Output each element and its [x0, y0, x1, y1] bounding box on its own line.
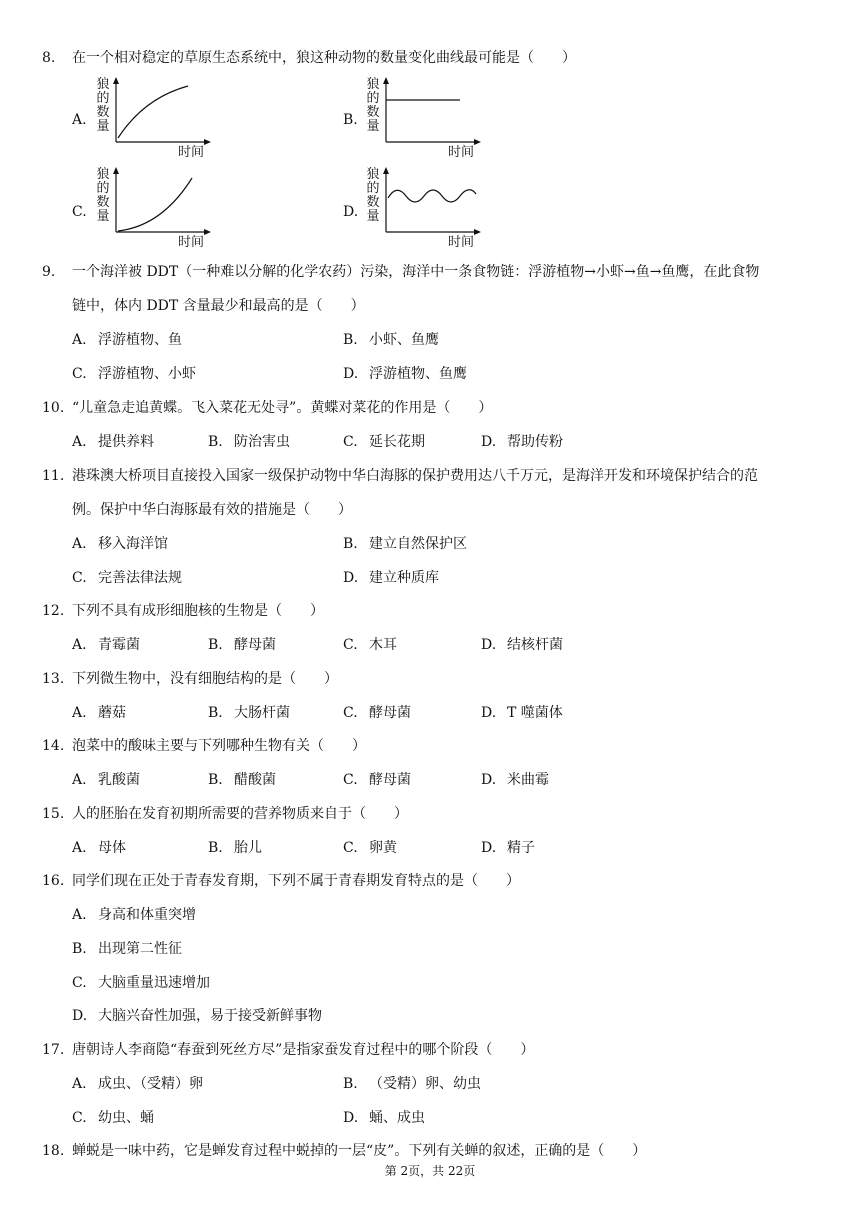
option-d[interactable]: D. 大脑兴奋性加强，易于接受新鲜事物: [72, 1008, 322, 1024]
option-c[interactable]: C. 延长花期: [343, 434, 425, 450]
population-curve: [388, 190, 476, 202]
option-b[interactable]: B. 防治害虫: [208, 434, 290, 450]
option-a[interactable]: A. 母体: [72, 840, 126, 856]
option-b[interactable]: B. 出现第二性征: [72, 941, 182, 957]
option-d[interactable]: D. 建立种质库: [343, 570, 439, 586]
option-letter: B.: [343, 112, 358, 128]
question-text: 同学们现在正处于青春发育期，下列不属于青春期发育特点的是（ ）: [72, 873, 520, 889]
page-footer: 第 2页，共 22页: [384, 1164, 476, 1178]
question-number: 17.: [42, 1042, 65, 1058]
graph-option-c: [96, 166, 226, 252]
option-b[interactable]: B. 小虾、鱼鹰: [343, 332, 439, 348]
option-a[interactable]: A. 蘑菇: [72, 705, 126, 721]
option-b[interactable]: B. （受精）卵、幼虫: [343, 1076, 481, 1092]
question-17: [42, 1040, 830, 1060]
option-a[interactable]: A. 乳酸菌: [72, 772, 140, 788]
option-d[interactable]: D. 蛹、成虫: [343, 1110, 425, 1126]
question-text: 唐朝诗人李商隐“春蚕到死丝方尽”是指家蚕发育过程中的哪个阶段（ ）: [72, 1042, 535, 1058]
question-10: [42, 398, 830, 418]
option-b[interactable]: B. 胎儿: [208, 840, 262, 856]
question-11: [42, 466, 830, 486]
option-c[interactable]: C. 酵母菌: [343, 772, 411, 788]
x-axis-label: 时间: [178, 235, 205, 250]
question-number: 15.: [42, 806, 65, 822]
question-13: [42, 669, 830, 689]
question-number: 18.: [42, 1143, 65, 1159]
question-text: 下列不具有成形细胞核的生物是（ ）: [72, 603, 324, 619]
option-b[interactable]: B. 酵母菌: [208, 637, 276, 653]
question-number: 14.: [42, 738, 65, 754]
graph-option-d: [366, 166, 496, 252]
question-text: 蝉蜕是一味中药，它是蝉发育过程中蜕掉的一层“皮”。下列有关蝉的叙述，正确的是（ ）: [72, 1143, 647, 1159]
question-9-continued: 链中，体内 DDT 含量最少和最高的是（ ）: [72, 298, 365, 314]
population-curve: [118, 178, 192, 231]
question-text: 在一个相对稳定的草原生态系统中，狼这种动物的数量变化曲线最可能是（ ）: [72, 50, 576, 66]
question-number: 11.: [42, 468, 65, 484]
option-a[interactable]: A. 提供养料: [72, 434, 154, 450]
curve-chart: [96, 166, 226, 252]
option-d[interactable]: D. 结核杆菌: [481, 637, 563, 653]
y-axis-label: 狼 的 数 量: [366, 77, 380, 134]
question-text: “儿童急走追黄蝶。飞入菜花无处寻”。黄蝶对菜花的作用是（ ）: [72, 400, 493, 416]
option-letter: C.: [72, 204, 87, 220]
curve-chart: [96, 76, 226, 162]
x-axis-label: 时间: [448, 235, 475, 250]
question-text: 泡菜中的酸味主要与下列哪种生物有关（ ）: [72, 738, 366, 754]
option-b[interactable]: B. 醋酸菌: [208, 772, 276, 788]
question-15: [42, 804, 830, 824]
curve-chart: [366, 76, 496, 162]
option-c[interactable]: C. 幼虫、蛹: [72, 1110, 154, 1126]
question-number: 9.: [42, 264, 56, 280]
question-number: 10.: [42, 400, 65, 416]
question-text: 港珠澳大桥项目直接投入国家一级保护动物中华白海豚的保护费用达八千万元，是海洋开发和环境保护结合的范: [72, 468, 758, 484]
y-axis-label: 狼 的 数 量: [366, 167, 380, 224]
question-number: 8.: [42, 50, 56, 66]
option-a[interactable]: [72, 110, 98, 130]
option-c[interactable]: C. 酵母菌: [343, 705, 411, 721]
option-c[interactable]: C. 完善法律法规: [72, 570, 182, 586]
question-8: [42, 48, 830, 68]
curve-chart: [366, 166, 496, 252]
option-letter: D.: [343, 204, 359, 220]
population-curve: [118, 86, 188, 138]
option-b[interactable]: B. 建立自然保护区: [343, 536, 467, 552]
question-9: [42, 262, 830, 282]
option-a[interactable]: A. 身高和体重突增: [72, 907, 196, 923]
y-axis-label: 狼 的 数 量: [96, 77, 110, 134]
question-16: [42, 871, 830, 891]
x-axis-label: 时间: [448, 145, 475, 160]
option-letter: A.: [72, 112, 87, 128]
question-text: 一个海洋被 DDT（一种难以分解的化学农药）污染，海洋中一条食物链：浮游植物→小虾→鱼→鱼鹰，在此食物: [72, 264, 760, 280]
question-number: 13.: [42, 671, 65, 687]
option-d[interactable]: D. 帮助传粉: [481, 434, 563, 450]
option-c[interactable]: C. 木耳: [343, 637, 397, 653]
option-d[interactable]: D. T 噬菌体: [481, 705, 563, 721]
option-d[interactable]: D. 浮游植物、鱼鹰: [343, 366, 467, 382]
option-c[interactable]: C. 大脑重量迅速增加: [72, 975, 210, 991]
option-a[interactable]: A. 移入海洋馆: [72, 536, 168, 552]
question-14: [42, 736, 830, 756]
option-d[interactable]: D. 精子: [481, 840, 535, 856]
option-b[interactable]: B. 大肠杆菌: [208, 705, 290, 721]
question-number: 12.: [42, 603, 65, 619]
graph-option-a: [96, 76, 226, 162]
y-axis-label: 狼 的 数 量: [96, 167, 110, 224]
option-c[interactable]: C. 卵黄: [343, 840, 397, 856]
question-text: 下列微生物中，没有细胞结构的是（ ）: [72, 671, 338, 687]
question-11-continued: 例。保护中华白海豚最有效的措施是（ ）: [72, 502, 352, 518]
question-12: [42, 601, 830, 621]
option-a[interactable]: A. 成虫、（受精）卵: [72, 1076, 203, 1092]
option-a[interactable]: A. 青霉菌: [72, 637, 140, 653]
question-text: 人的胚胎在发育初期所需要的营养物质来自于（ ）: [72, 806, 408, 822]
option-d[interactable]: D. 米曲霉: [481, 772, 549, 788]
question-18: [42, 1141, 830, 1161]
option-c[interactable]: C. 浮游植物、小虾: [72, 366, 196, 382]
option-c[interactable]: [72, 202, 98, 222]
option-a[interactable]: A. 浮游植物、鱼: [72, 332, 182, 348]
x-axis-label: 时间: [178, 145, 205, 160]
question-number: 16.: [42, 873, 65, 889]
graph-option-b: [366, 76, 496, 162]
